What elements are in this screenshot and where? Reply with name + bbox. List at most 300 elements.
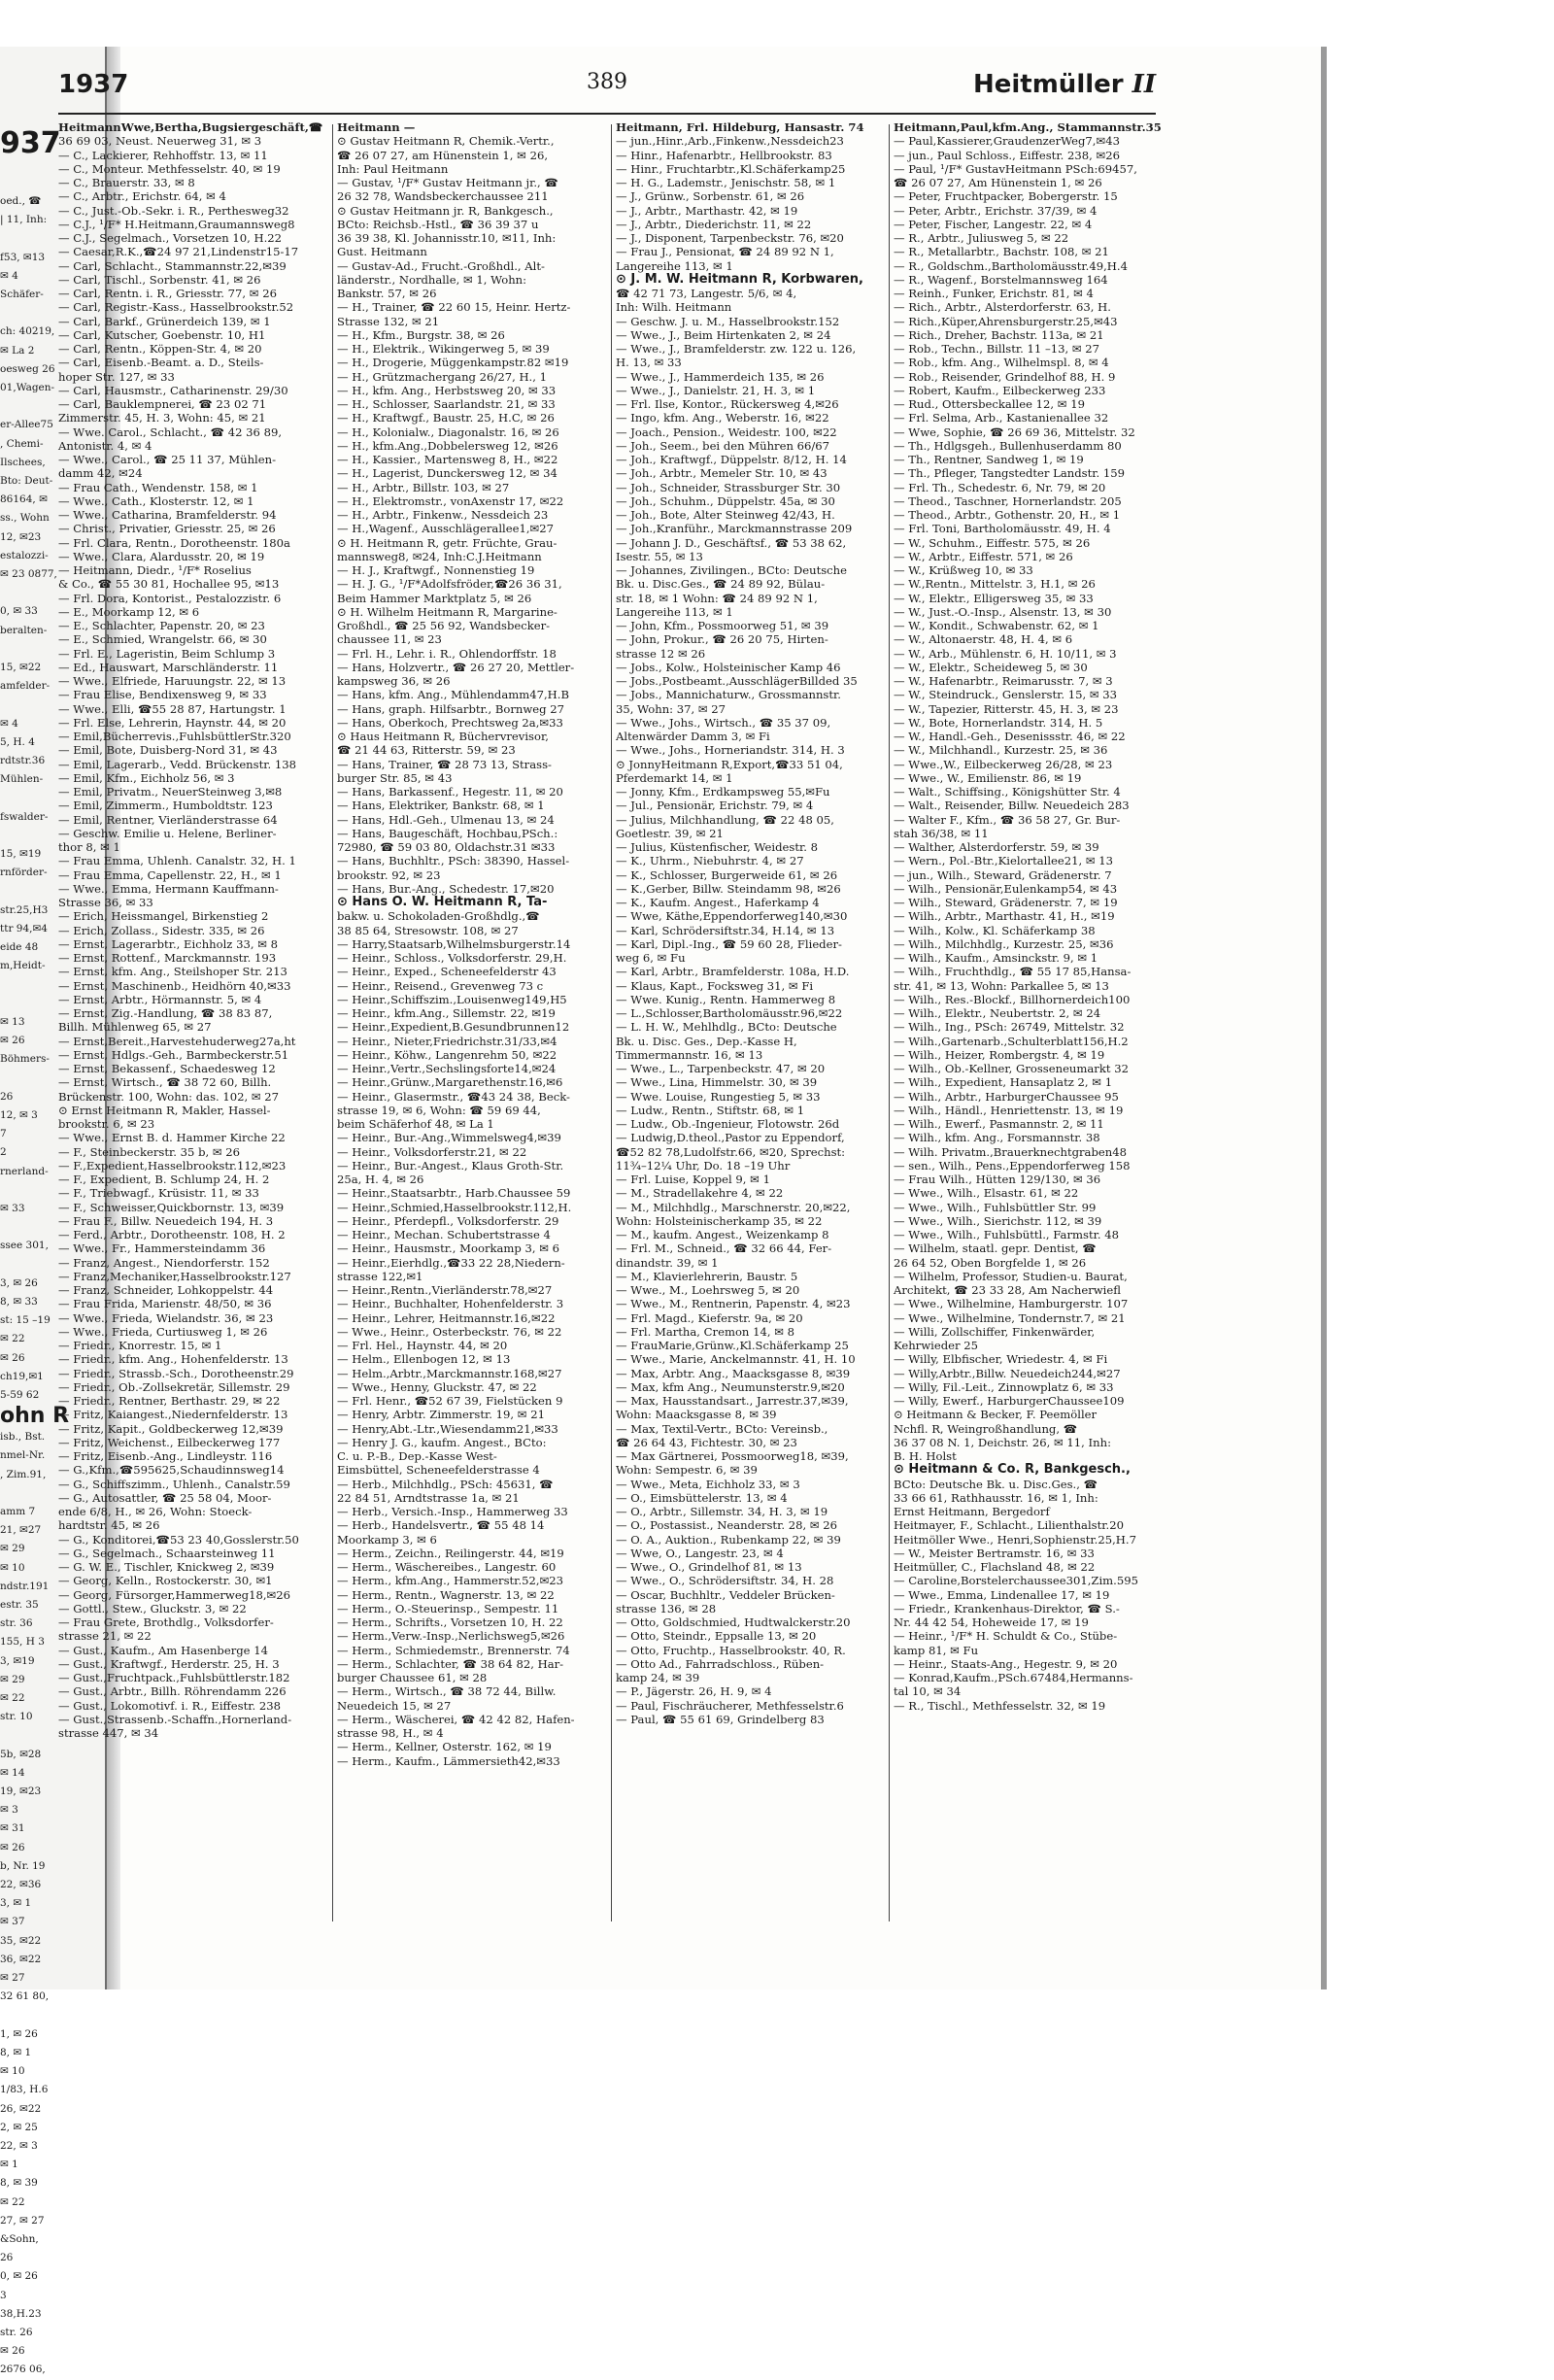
directory-entry-line: — Hans, Holzvertr., ☎ 26 27 20, Mettler-	[337, 660, 575, 674]
directory-entry-line: — Theod., Arbtr., Gothenstr. 20, H., ✉ 1	[894, 508, 1121, 522]
previous-page-line: ✉ 10	[0, 1561, 25, 1574]
directory-entry-line: — Rud., Ottersbeckallee 12, ✉ 19	[894, 397, 1085, 411]
directory-entry-line: — Heinr.,Schiffszim.,Louisenweg149,H5	[337, 992, 567, 1006]
previous-page-line: 35, ✉22	[0, 1934, 42, 1947]
directory-entry-line: strasse 122,✉1	[337, 1269, 423, 1283]
column-separator	[332, 124, 333, 1921]
directory-entry-line: — Frl. Luise, Koppel 9, ✉ 1	[616, 1173, 770, 1186]
directory-entry-line: — W., Steindruck., Genslerstr. 15, ✉ 33	[894, 688, 1118, 702]
directory-entry-line: brookstr. 6, ✉ 23	[58, 1117, 155, 1131]
previous-page-line: 5-59 62	[0, 1389, 40, 1401]
directory-entry-line: 11¾–12¼ Uhr, Do. 18 –19 Uhr	[616, 1158, 791, 1173]
directory-entry-line: — Georg, Kelln., Rostockerstr. 30, ✉1	[58, 1574, 273, 1588]
directory-entry-line: — Frl. M., Schneid., ☎ 32 66 44, Fer-	[616, 1241, 832, 1256]
directory-entry-line: — Franz, Schneider, Lohkoppelstr. 44	[58, 1283, 274, 1297]
directory-entry-line: länderstr., Nordhalle, ✉ 1, Wohn:	[337, 272, 527, 287]
header-year: 1937	[58, 70, 129, 99]
directory-entry-line: — Wwe., Wilhelmine, Tondernstr.7, ✉ 21	[894, 1310, 1126, 1325]
directory-entry-line: — E., Moorkamp 12, ✉ 6	[58, 604, 200, 619]
previous-page-line: 12, ✉ 3	[0, 1108, 38, 1121]
previous-page-line: str. 36	[0, 1617, 33, 1630]
column-3	[616, 120, 884, 1927]
directory-entry-line: kamp 24, ✉ 39	[616, 1671, 700, 1684]
directory-entry-line: — Helm.,Arbtr.,Marckmannstr.168,✉27	[337, 1366, 562, 1380]
directory-entry-line: — Wwe., Frieda, Curtiusweg 1, ✉ 26	[58, 1324, 268, 1339]
directory-entry-line: — Joh.,Kranführ., Marckmannstrasse 209	[616, 522, 853, 536]
directory-entry-line: — Helm., Ellenbogen 12, ✉ 13	[337, 1352, 511, 1367]
directory-entry-line: — R., Goldschm.,Bartholomäusstr.49,H.4	[894, 258, 1128, 273]
directory-entry-line: — Gustav-Ad., Frucht.-Großhdl., Alt-	[337, 258, 545, 273]
previous-page-line: ch19,✉1	[0, 1370, 44, 1382]
directory-entry-line: 26 64 52, Oben Borgfelde 1, ✉ 26	[894, 1255, 1087, 1270]
directory-entry-line: Timmermannstr. 16, ✉ 13	[616, 1047, 763, 1062]
previous-page-line: 15, ✉19	[0, 848, 42, 861]
directory-entry-line: — Herm., Kellner, Osterstr. 162, ✉ 19	[337, 1740, 552, 1754]
directory-entry-line: — Ernst, Bekassenf., Schaedesweg 12	[58, 1062, 276, 1075]
directory-entry-line: — G., Schiffszimm., Uhlenh., Canalstr.59	[58, 1477, 290, 1491]
directory-entry-line: — H., Drogerie, Müggenkampstr.82 ✉19	[337, 356, 569, 370]
directory-entry-line: Bk. u. Disc. Ges., Dep.-Kasse H,	[616, 1034, 797, 1048]
directory-entry-line: 35, Wohn: 37, ✉ 27	[616, 701, 726, 716]
directory-entry-line: — C., Arbtr., Erichstr. 64, ✉ 4	[58, 189, 226, 204]
directory-entry-line: — Wwe., Wilh., Elsastr. 61, ✉ 22	[894, 1186, 1079, 1201]
directory-entry-line: — Wilh., Milchhdlg., Kurzestr. 25, ✉36	[894, 936, 1114, 951]
previous-page-line: ✉ 22	[0, 1692, 25, 1705]
directory-entry-line: — Ludw., Rentn., Stiftstr. 68, ✉ 1	[616, 1103, 805, 1117]
directory-entry-line: — Wilh. Privatm.,Brauerknechtgraben48	[894, 1144, 1127, 1159]
directory-entry-line: — H., kfm. Ang., Herbstsweg 20, ✉ 33	[337, 383, 557, 397]
directory-entry-line: — Ernst, Lagerarbtr., Eichholz 33, ✉ 8	[58, 936, 279, 951]
directory-entry-line: Kehrwieder 25	[894, 1339, 978, 1352]
directory-entry-line: — Johann J. D., Geschäftsf., ☎ 53 38 62,	[616, 535, 847, 550]
previous-page-line: ✉ 22	[0, 2195, 25, 2208]
directory-entry-line: — C.J., ¹/F* H.Heitmann,Graumannsweg8	[58, 217, 295, 231]
directory-entry-line: Wohn: Holsteinischerkamp 35, ✉ 22	[616, 1213, 823, 1228]
directory-entry-line: — Wwe., Johs., Wirtsch., ☎ 35 37 09,	[616, 715, 831, 730]
directory-entry-line: — Gust., Kraftwgf., Herderstr. 25, H. 3	[58, 1656, 280, 1671]
directory-entry-line: — Gust.,Fruchtpack.,Fuhlsbüttlerstr.182	[58, 1671, 290, 1684]
directory-entry-line: — Otto, Steindr., Eppsalle 13, ✉ 20	[616, 1629, 817, 1644]
directory-entry-line: Ernst Heitmann, Bergedorf	[894, 1505, 1050, 1518]
directory-entry-line: — Wilh., Arbtr., HarburgerChaussee 95	[894, 1089, 1119, 1104]
directory-entry-line: — H., Kassier., Martensweg 8, H., ✉22	[337, 453, 558, 466]
directory-entry-line: ⊙ Gustav Heitmann R, Chemik.-Vertr.,	[337, 134, 555, 149]
directory-entry-line: — Rob., Reisender, Grindelhof 88, H. 9	[894, 369, 1116, 384]
directory-entry-line: — jun., Paul Schloss., Eiffestr. 238, ✉26	[894, 148, 1120, 162]
directory-entry-line: — Heinr., Glasermstr., ☎43 24 38, Beck-	[337, 1089, 570, 1104]
directory-entry-line: — L.,Schlosser,Bartholomäusstr.96,✉22	[616, 1006, 843, 1020]
previous-page-line: ✉ 29	[0, 1673, 25, 1685]
directory-entry-line: — John, Kfm., Possmoorweg 51, ✉ 39	[616, 619, 829, 632]
directory-entry-line: — G., Konditorei,☎53 23 40,Gosslerstr.50	[58, 1532, 299, 1547]
directory-entry-line: Langereihe 113, ✉ 1	[616, 604, 733, 619]
directory-entry-line: — Heinr., kfm.Ang., Sillemstr. 22, ✉19	[337, 1006, 556, 1020]
page-header	[58, 70, 1156, 109]
directory-entry-line: chaussee 11, ✉ 23	[337, 632, 442, 647]
directory-entry-line: — Joh., Kraftwgf., Düppelstr. 8/12, H. 14	[616, 453, 847, 466]
previous-page-line: st: 15 –19	[0, 1314, 51, 1327]
directory-entry-line: Strasse 132, ✉ 21	[337, 314, 440, 328]
directory-entry-line: — Paul, Fischräucherer, Methfesselstr.6	[616, 1698, 844, 1713]
directory-entry-line: — W., Elektr., Elligersweg 35, ✉ 33	[894, 591, 1094, 605]
directory-entry-line: — Rich., Dreher, Bachstr. 113a, ✉ 21	[894, 327, 1104, 342]
previous-page-line: ✉ 37	[0, 1916, 25, 1928]
directory-entry-line: Heitmayer, F., Schlacht., Lilienthalstr.20	[894, 1518, 1124, 1533]
directory-entry-line: — Geschw. J. u. M., Hasselbrookstr.152	[616, 314, 840, 328]
directory-entry-line: — Wwe., Emma, Hermann Kauffmann-	[58, 881, 279, 896]
directory-entry-line: — Emil, Rentner, Vierländerstrasse 64	[58, 812, 278, 827]
directory-entry-line: — Peter, Arbtr., Erichstr. 37/39, ✉ 4	[894, 203, 1098, 218]
header-rule	[58, 113, 1156, 115]
directory-entry-line: — Ernst, Arbtr., Hörmannstr. 5, ✉ 4	[58, 992, 262, 1006]
directory-entry-line: — Emil,Bücherrevis.,FuhlsbüttlerStr.320	[58, 730, 291, 743]
directory-entry-line: — Frau J., Pensionat, ☎ 24 89 92 N 1,	[616, 245, 834, 259]
directory-entry-line: — Gust., Lokomotivf. i. R., Eiffestr. 238	[58, 1698, 282, 1713]
previous-page-line: 2676 06,	[0, 2363, 46, 2376]
directory-entry-line: — Herm., Schlachter, ☎ 38 64 82, Har-	[337, 1656, 564, 1671]
directory-entry-line: — Heinr.,Grünw.,Margarethenstr.16,✉6	[337, 1075, 563, 1090]
directory-entry-line: — Johannes, Zivilingen., BCto: Deutsche	[616, 563, 848, 577]
directory-entry-line: — Willy,Arbtr.,Billw. Neuedeich244,✉27	[894, 1366, 1121, 1380]
directory-entry-line: — C., Lackierer, Rehhoffstr. 13, ✉ 11	[58, 148, 268, 162]
directory-entry-line: — C., Brauerstr. 33, ✉ 8	[58, 176, 195, 189]
directory-entry-line: hardtstr. 45, ✉ 26	[58, 1518, 160, 1533]
directory-entry-line: — Hans, Elektriker, Bankstr. 68, ✉ 1	[337, 799, 545, 813]
previous-page-line: estr. 35	[0, 1599, 39, 1612]
directory-entry-line: — Frl. E., Lageristin, Beim Schlump 3	[58, 646, 276, 661]
directory-entry-line: — Frl. Henr., ☎52 67 39, Fielstücken 9	[337, 1394, 563, 1408]
directory-entry-line: — Hans, kfm. Ang., Mühlendamm47,H.B	[337, 688, 570, 702]
directory-entry-line: strasse 21, ✉ 22	[58, 1629, 152, 1644]
directory-entry-line: — Wwe., Elli, ☎55 28 87, Hartungstr. 1	[58, 701, 287, 716]
directory-entry-line: — J., Arbtr., Marthastr. 42, ✉ 19	[616, 203, 798, 218]
directory-entry-line: Bk. u. Disc.Ges., ☎ 24 89 92, Bülau-	[616, 577, 826, 592]
directory-entry-line: — Ed., Hauswart, Marschländerstr. 11	[58, 660, 279, 674]
directory-entry-line: — Wilhelm, staatl. gepr. Dentist, ☎	[894, 1241, 1097, 1256]
previous-page-line: ✉ 29	[0, 1543, 25, 1555]
directory-entry-line: — Joh., Schneider, Strassburger Str. 30	[616, 480, 841, 494]
directory-entry-line: 38 85 64, Stresowstr. 108, ✉ 27	[337, 923, 519, 937]
directory-entry-line: BCto: Reichsb.-Hstl., ☎ 36 39 37 u	[337, 217, 539, 231]
directory-entry-line: strasse 19, ✉ 6, Wohn: ☎ 59 69 44,	[337, 1103, 541, 1117]
previous-page-line: ssee 301,	[0, 1240, 49, 1252]
directory-entry-line: — Henry J. G., kaufm. Angest., BCto:	[337, 1435, 547, 1449]
directory-entry-line: H. 13, ✉ 33	[616, 356, 682, 370]
directory-entry-line: ende 6/8, H., ✉ 26, Wohn: Stoeck-	[58, 1505, 253, 1518]
previous-page-line: ✉ 22	[0, 1333, 25, 1345]
directory-entry-line: — Fritz, Kapit., Goldbeckerweg 12,✉39	[58, 1421, 284, 1436]
directory-entry-line: ☎ 26 64 43, Fichtestr. 30, ✉ 23	[616, 1435, 797, 1449]
directory-entry-line: — Joach., Pension., Weidestr. 100, ✉22	[616, 425, 837, 439]
previous-page-year: 937	[0, 126, 61, 160]
previous-page-line: 5b, ✉28	[0, 1748, 42, 1760]
directory-entry-line: — W., Hafenarbtr., Reimarusstr. 7, ✉ 3	[894, 674, 1113, 688]
previous-page-line: 0, ✉ 33	[0, 605, 38, 618]
directory-entry-line: — Hans, Baugeschäft, Hochbau,PSch.:	[337, 826, 558, 840]
directory-entry-line: — Jobs., Kolw., Holsteinischer Kamp 46	[616, 660, 841, 674]
directory-entry-line: — Carl, Eisenb.-Beamt. a. D., Steils-	[58, 356, 264, 370]
previous-page-line: Mühlen-	[0, 773, 44, 786]
directory-entry-line: — Joh., Schuhm., Düppelstr. 45a, ✉ 30	[616, 493, 835, 508]
directory-entry-line: — Caroline,Borstelerchaussee301,Zim.595	[894, 1574, 1138, 1588]
directory-entry-line: — E., Schmied, Wrangelstr. 66, ✉ 30	[58, 632, 267, 647]
directory-entry-line: — Otto, Fruchtp., Hasselbrookstr. 40, R.	[616, 1643, 846, 1657]
directory-entry-line: ⊙ J. M. W. Heitmann R, Korbwaren,	[616, 271, 863, 287]
directory-entry-line: — Joh., Bote, Alter Steinweg 42/43, H.	[616, 508, 835, 522]
directory-entry-line: Heitmann, Frl. Hildeburg, Hansastr. 74	[616, 120, 864, 134]
directory-entry-line: — Wwe., Clara, Alardusstr. 20, ✉ 19	[58, 549, 265, 563]
directory-entry-line: — Frl. Toni, Bartholomäusstr. 49, H. 4	[894, 522, 1111, 536]
directory-entry-line: — Th., Hdlgsgeh., Bullenhuserdamm 80	[894, 438, 1122, 453]
column-1	[58, 120, 326, 1927]
directory-entry-line: 25a, H. 4, ✉ 26	[337, 1173, 424, 1186]
directory-entry-line: — Max, Arbtr. Ang., Maacksgasse 8, ✉39	[616, 1366, 851, 1380]
directory-entry-line: — Heinr., Reisend., Grevenweg 73 c	[337, 978, 544, 993]
directory-entry-line: — Wwe., Cath., Klosterstr. 12, ✉ 1	[58, 493, 254, 508]
directory-entry-line: — W., Altonaerstr. 48, H. 4, ✉ 6	[894, 632, 1073, 647]
directory-entry-line: — W., Meister Bertramstr. 16, ✉ 33	[894, 1546, 1095, 1560]
directory-entry-line: — Wwe., Ernst B. d. Hammer Kirche 22	[58, 1131, 286, 1145]
directory-entry-line: — Jobs.,Postbeamt.,AusschlägerBillded 35	[616, 674, 858, 688]
directory-entry-line: brookstr. 92, ✉ 23	[337, 867, 441, 882]
directory-entry-line: B. H. Holst	[894, 1449, 957, 1463]
previous-page-line: f53, ✉13	[0, 251, 46, 263]
directory-entry-line: — Reinh., Funker, Erichstr. 81, ✉ 4	[894, 287, 1094, 300]
previous-page-line: ✉ 33	[0, 1202, 25, 1214]
directory-entry-line: — Herb., Handelsvertr., ☎ 55 48 14	[337, 1518, 545, 1533]
directory-entry-line: — Friedr., kfm. Ang., Hohenfelderstr. 13	[58, 1352, 288, 1367]
directory-entry-line: ⊙ Ernst Heitmann R, Makler, Hassel-	[58, 1103, 271, 1117]
directory-entry-line: — Wwe., Wilh., Fuhlsbüttl., Farmstr. 48	[894, 1228, 1119, 1241]
directory-entry-line: — H., Arbtr., Finkenw., Nessdeich 23	[337, 508, 549, 522]
directory-entry-line: — Walter F., Kfm., ☎ 36 58 27, Gr. Bur-	[894, 812, 1121, 827]
directory-entry-line: — Franz,Mechaniker,Hasselbrookstr.127	[58, 1269, 291, 1283]
directory-entry-line: — Walther, Alsterdorferstr. 59, ✉ 39	[894, 840, 1099, 854]
directory-entry-line: hoper Str. 127, ✉ 33	[58, 369, 175, 384]
directory-entry-line: — W., Bote, Hornerlandstr. 314, H. 5	[894, 715, 1103, 730]
directory-entry-line: burger Chaussee 61, ✉ 28	[337, 1671, 488, 1684]
previous-page-line: 36, ✉22	[0, 1953, 42, 1965]
previous-page-line: amfelder-	[0, 680, 51, 693]
directory-entry-line: dinandstr. 39, ✉ 1	[616, 1255, 719, 1270]
directory-entry-line: — Hans, Trainer, ☎ 28 73 13, Strass-	[337, 757, 552, 771]
directory-entry-line: — Wwe., M., Rentnerin, Papenstr. 4, ✉23	[616, 1297, 851, 1311]
directory-entry-line: — K., Uhrm., Niebuhrstr. 4, ✉ 27	[616, 854, 804, 868]
directory-entry-line: — Walt., Schiffsing., Königshütter Str. 4	[894, 785, 1121, 799]
directory-entry-line: Goetlestr. 39, ✉ 21	[616, 826, 724, 840]
previous-page-line: 3	[0, 2289, 7, 2301]
directory-entry-line: — F.,Expedient,Hasselbrookstr.112,✉23	[58, 1158, 287, 1173]
directory-entry-line: — W., Krüßweg 10, ✉ 33	[894, 563, 1033, 577]
directory-entry-line: — Heinr., Volksdorferstr.21, ✉ 22	[337, 1144, 527, 1159]
directory-entry-line: ☎52 82 78,Ludolfstr.66, ✉20, Sprechst:	[616, 1144, 846, 1159]
directory-entry-line: — Peter, Fruchtpacker, Bobergerstr. 15	[894, 189, 1118, 204]
previous-page-line: Bto: Deut-	[0, 475, 53, 488]
directory-entry-line: — Emil, Kfm., Eichholz 56, ✉ 3	[58, 770, 235, 785]
directory-entry-line: — H. J. G., ¹/F*Adolfsfröder,☎26 36 31,	[337, 577, 562, 592]
directory-entry-line: beim Schäferhof 48, ✉ La 1	[337, 1117, 494, 1131]
running-head	[973, 70, 1156, 99]
directory-entry-line: — Julius, Küstenfischer, Weidestr. 8	[616, 840, 818, 854]
previous-page-line: 22, ✉ 3	[0, 2139, 38, 2152]
directory-entry-line: — Herm.,Verw.-Insp.,Nerlichsweg5,✉26	[337, 1629, 565, 1644]
directory-entry-line: BCto: Deutsche Bk. u. Disc.Ges., ☎	[894, 1477, 1098, 1491]
directory-entry-line: — Wwe., Catharina, Bramfelderstr. 94	[58, 508, 277, 522]
directory-entry-line: — Wwe., Wilhelmine, Hamburgerstr. 107	[894, 1297, 1129, 1311]
directory-entry-line: — Henry,Abt.-Ltr.,Wiesendamm21,✉33	[337, 1421, 558, 1436]
previous-page-line: ✉ 13	[0, 1015, 25, 1028]
directory-entry-line: 36 69 03, Neust. Neuerweg 31, ✉ 3	[58, 134, 262, 149]
directory-entry-line: — Hinr., Hafenarbtr., Hellbrookstr. 83	[616, 148, 832, 162]
directory-entry-line: str. 41, ✉ 13, Wohn: Parkallee 5, ✉ 13	[894, 978, 1109, 993]
directory-entry-line: Eimsbüttel, Scheneefelderstrasse 4	[337, 1463, 540, 1478]
directory-entry-line: — Herm., Zeichn., Reilingerstr. 44, ✉19	[337, 1546, 564, 1560]
directory-entry-line: — W., Handl.-Geh., Desenissstr. 46, ✉ 22	[894, 730, 1126, 743]
directory-entry-line: ⊙ Haus Heitmann R, Büchervrevisor,	[337, 730, 549, 743]
directory-entry-line: — Max, Hausstandsart., Jarrestr.37,✉39,	[616, 1394, 849, 1408]
directory-entry-line: — Carl, Bauklempnerei, ☎ 23 02 71	[58, 397, 267, 411]
previous-page-line: , Chemi-	[0, 437, 44, 450]
directory-entry-line: — H., Elektromstr., vonAxenstr 17, ✉22	[337, 493, 564, 508]
directory-entry-line: — H. J., Kraftwgf., Nonnenstieg 19	[337, 563, 535, 577]
directory-entry-line: — W., Just.-O.-Insp., Alsenstr. 13, ✉ 30	[894, 604, 1112, 619]
directory-entry-line: 36 37 08 N. 1, Deichstr. 26, ✉ 11, Inh:	[894, 1435, 1111, 1449]
directory-entry-line: — Heinr.,Staatsarbtr., Harb.Chaussee 59	[337, 1186, 571, 1201]
directory-entry-line: — Emil, Zimmerm., Humboldtstr. 123	[58, 799, 273, 813]
directory-entry-line: — Joh., Arbtr., Memeler Str. 10, ✉ 43	[616, 466, 828, 481]
previous-page-line: | 11, Inh:	[0, 214, 48, 226]
directory-entry-line: — Herm., kfm.Ang., Hammerstr.52,✉23	[337, 1574, 564, 1588]
directory-entry-line: ☎ 26 07 27, Am Hünenstein 1, ✉ 26	[894, 176, 1102, 189]
directory-entry-line: — Rob., kfm. Ang., Wilhelmspl. 8, ✉ 4	[894, 356, 1109, 370]
directory-entry-line: — Heinr., Bur.-Ang.,Wimmelsweg4,✉39	[337, 1131, 561, 1145]
column-separator	[611, 124, 612, 1921]
directory-entry-line: — J., Disponent, Tarpenbeckstr. 76, ✉20	[616, 231, 844, 245]
directory-entry-line: — Herm., Rentn., Wagnerstr. 13, ✉ 22	[337, 1587, 555, 1602]
directory-entry-line: — F., Triebwagf., Krüsistr. 11, ✉ 33	[58, 1186, 259, 1201]
directory-entry-line: 72980, ☎ 59 03 80, Oldachstr.31 ✉33	[337, 840, 556, 854]
directory-entry-line: — Wilh., Expedient, Hansaplatz 2, ✉ 1	[894, 1075, 1113, 1090]
directory-entry-line: — G. W. E., Tischler, Knickweg 2, ✉39	[58, 1560, 275, 1574]
directory-entry-line: burger Str. 85, ✉ 43	[337, 770, 453, 785]
directory-entry-line: Architekt, ☎ 23 33 28, Am Nacherwiefl	[894, 1283, 1121, 1297]
directory-entry-line: — Hans, Buchhltr., PSch: 38390, Hassel-	[337, 854, 570, 868]
directory-entry-line: — Frl. Magd., Kieferstr. 9a, ✉ 20	[616, 1310, 803, 1325]
directory-entry-line: — Th., Pfleger, Tangstedter Landstr. 159	[894, 466, 1125, 481]
directory-entry-line: Zimmerstr. 45, H. 3, Wohn: 45, ✉ 21	[58, 411, 266, 425]
directory-entry-line: — Wilh., Arbtr., Marthastr. 41, H., ✉19	[894, 909, 1115, 924]
directory-entry-line: — H., Schlosser, Saarlandstr. 21, ✉ 33	[337, 397, 556, 411]
previous-page-line: 8, ✉ 39	[0, 2177, 38, 2190]
directory-entry-line: — Frau Cath., Wendenstr. 158, ✉ 1	[58, 480, 258, 494]
directory-entry-line: — H., Kraftwgf., Baustr. 25, H.C, ✉ 26	[337, 411, 555, 425]
directory-entry-line: — Max, Textil-Vertr., BCto: Vereinsb.,	[616, 1421, 828, 1436]
directory-entry-line: — M., kaufm. Angest., Weizenkamp 8	[616, 1228, 829, 1241]
directory-entry-line: — Heinr.,Rentn.,Vierländerstr.78,✉27	[337, 1283, 553, 1297]
directory-entry-line: Strasse 36, ✉ 33	[58, 896, 153, 909]
directory-entry-line: — Theod., Taschner, Hornerlandstr. 205	[894, 493, 1122, 508]
directory-entry-line: C. u. P.-B., Dep.-Kasse West-	[337, 1449, 497, 1463]
directory-entry-line: — Wwe., Fr., Hammersteindamm 36	[58, 1241, 266, 1256]
directory-columns	[58, 120, 1162, 1927]
directory-entry-line: Inh: Paul Heitmann	[337, 161, 449, 176]
previous-page-line: 5, H. 4	[0, 735, 35, 748]
directory-entry-line: — Frl. H., Lehr. i. R., Ohlendorffstr. 18	[337, 646, 557, 661]
previous-page-line: ch: 40219,	[0, 325, 55, 338]
directory-entry-line: — H., Arbtr., Billstr. 103, ✉ 27	[337, 480, 510, 494]
directory-entry-line: — C., Monteur. Methfesselstr. 40, ✉ 19	[58, 161, 281, 176]
directory-entry-line: 36 39 38, Kl. Johannisstr.10, ✉11, Inh:	[337, 231, 557, 245]
directory-entry-line: — F., Schweisser,Quickbornstr. 13, ✉39	[58, 1200, 285, 1214]
directory-entry-line: Neuedeich 15, ✉ 27	[337, 1698, 452, 1713]
directory-entry-line: stah 36/38, ✉ 11	[894, 826, 989, 840]
directory-entry-line: — Wilh., Elektr., Neubertstr. 2, ✉ 24	[894, 1006, 1101, 1020]
directory-entry-line: thor 8, ✉ 1	[58, 840, 120, 854]
directory-entry-line: — Franz, Angest., Niendorferstr. 152	[58, 1255, 270, 1270]
directory-entry-line: 33 66 61, Rathhausstr. 16, ✉ 1, Inh:	[894, 1490, 1098, 1505]
previous-page-line: rnerland-	[0, 1165, 49, 1177]
directory-entry-line: — Wwe., J., Hammerdeich 135, ✉ 26	[616, 369, 825, 384]
directory-entry-line: — Heinr.,Schmied,Hasselbrookstr.112,H.	[337, 1200, 572, 1214]
directory-entry-line: — Fritz, Eisenb.-Ang., Lindleystr. 116	[58, 1449, 273, 1463]
directory-entry-line: — Ernst,Bereit.,Harvestehuderweg27a,ht	[58, 1034, 296, 1048]
previous-page-line: 0, ✉ 26	[0, 2270, 38, 2283]
previous-page-line: oesweg 26	[0, 362, 55, 375]
directory-entry-line: — Carl, Schlacht., Stammannstr.22,✉39	[58, 258, 287, 273]
directory-entry-line: — G.,Kfm.,☎595625,Schaudinnsweg14	[58, 1463, 285, 1478]
directory-entry-line: — Heinr., Köhw., Langenrehm 50, ✉22	[337, 1047, 557, 1062]
previous-page-line: ✉ 31	[0, 1822, 25, 1835]
directory-entry-line: — Ingo, kfm. Ang., Weberstr. 16, ✉22	[616, 411, 829, 425]
directory-entry-line: — Wwe., J., Bramfelderstr. zw. 122 u. 126,	[616, 342, 857, 356]
directory-entry-line: — H., Elektrik., Wikingerweg 5, ✉ 39	[337, 342, 550, 356]
previous-page-line: 155, H 3	[0, 1636, 45, 1649]
directory-entry-line: — Max Gärtnerei, Possmoorweg18, ✉39,	[616, 1449, 849, 1463]
previous-page-line: rdtstr.36	[0, 755, 46, 767]
directory-entry-line: — Frl. Dora, Kontorist., Pestalozzistr. 6	[58, 591, 282, 605]
directory-entry-line: ⊙ H. Wilhelm Heitmann R, Margarine-	[337, 604, 557, 619]
directory-entry-line: — Herm., Wäschereibes., Langestr. 60	[337, 1560, 557, 1574]
previous-page-line: nmel-Nr.	[0, 1449, 46, 1462]
directory-entry-line: — Herm., Wäscherei, ☎ 42 42 82, Hafen-	[337, 1712, 575, 1726]
directory-entry-line: HeitmannWwe,Bertha,Bugsiergeschäft,☎	[58, 120, 323, 134]
directory-entry-line: — Friedr., Krankenhaus-Direktor, ☎ S.-	[894, 1601, 1120, 1615]
directory-entry-line: — W., Schuhm., Eiffestr. 575, ✉ 26	[894, 535, 1091, 550]
directory-entry-line: tal 10, ✉ 34	[894, 1684, 962, 1699]
previous-page-line: er-Allee75	[0, 419, 53, 431]
directory-entry-line: — W., Tapezier, Ritterstr. 45, H. 3, ✉ 23	[894, 701, 1119, 716]
directory-entry-line: ⊙ Heitmann & Co. R, Bankgesch.,	[894, 1462, 1131, 1478]
directory-entry-line: strasse 447, ✉ 34	[58, 1726, 159, 1740]
directory-entry-line: — Karl, Schrödersiftstr.34, H.14, ✉ 13	[616, 923, 835, 937]
directory-entry-line: — Frl. Else, Lehrerin, Haynstr. 44, ✉ 20	[58, 715, 287, 730]
directory-entry-line: — Joh., Seem., bei den Mühren 66/67	[616, 438, 830, 453]
directory-entry-line: — Geschw. Emilie u. Helene, Berliner-	[58, 826, 277, 840]
directory-entry-line: — Wilh., Ob.-Kellner, Grosseneumarkt 32	[894, 1062, 1129, 1075]
directory-entry-line: — Carl, Tischl., Sorbenstr. 41, ✉ 26	[58, 272, 261, 287]
directory-entry-line: — Frau Wilh., Hütten 129/130, ✉ 36	[894, 1173, 1101, 1186]
directory-entry-line: — H., Trainer, ☎ 22 60 15, Heinr. Hertz-	[337, 300, 571, 315]
directory-entry-line: — Wwe. Kunig., Rentn. Hammerweg 8	[616, 992, 836, 1006]
directory-entry-line: — Jobs., Mannichaturw., Grossmannstr.	[616, 688, 841, 702]
directory-entry-line: — Wwe., Emma, Lindenallee 17, ✉ 19	[894, 1587, 1110, 1602]
previous-page-line: 2, ✉ 25	[0, 2121, 38, 2133]
directory-entry-line: — Paul, ¹/F* GustavHeitmann PSch:69457,	[894, 161, 1137, 176]
directory-entry-line: — C.J., Segelmach., Vorsetzen 10, H.22	[58, 231, 283, 245]
directory-entry-line: — Erich, Heissmangel, Birkenstieg 2	[58, 909, 269, 924]
previous-page-line: estalozzi-	[0, 549, 49, 561]
directory-entry-line: — Herb., Versich.-Insp., Hammerweg 33	[337, 1505, 568, 1518]
